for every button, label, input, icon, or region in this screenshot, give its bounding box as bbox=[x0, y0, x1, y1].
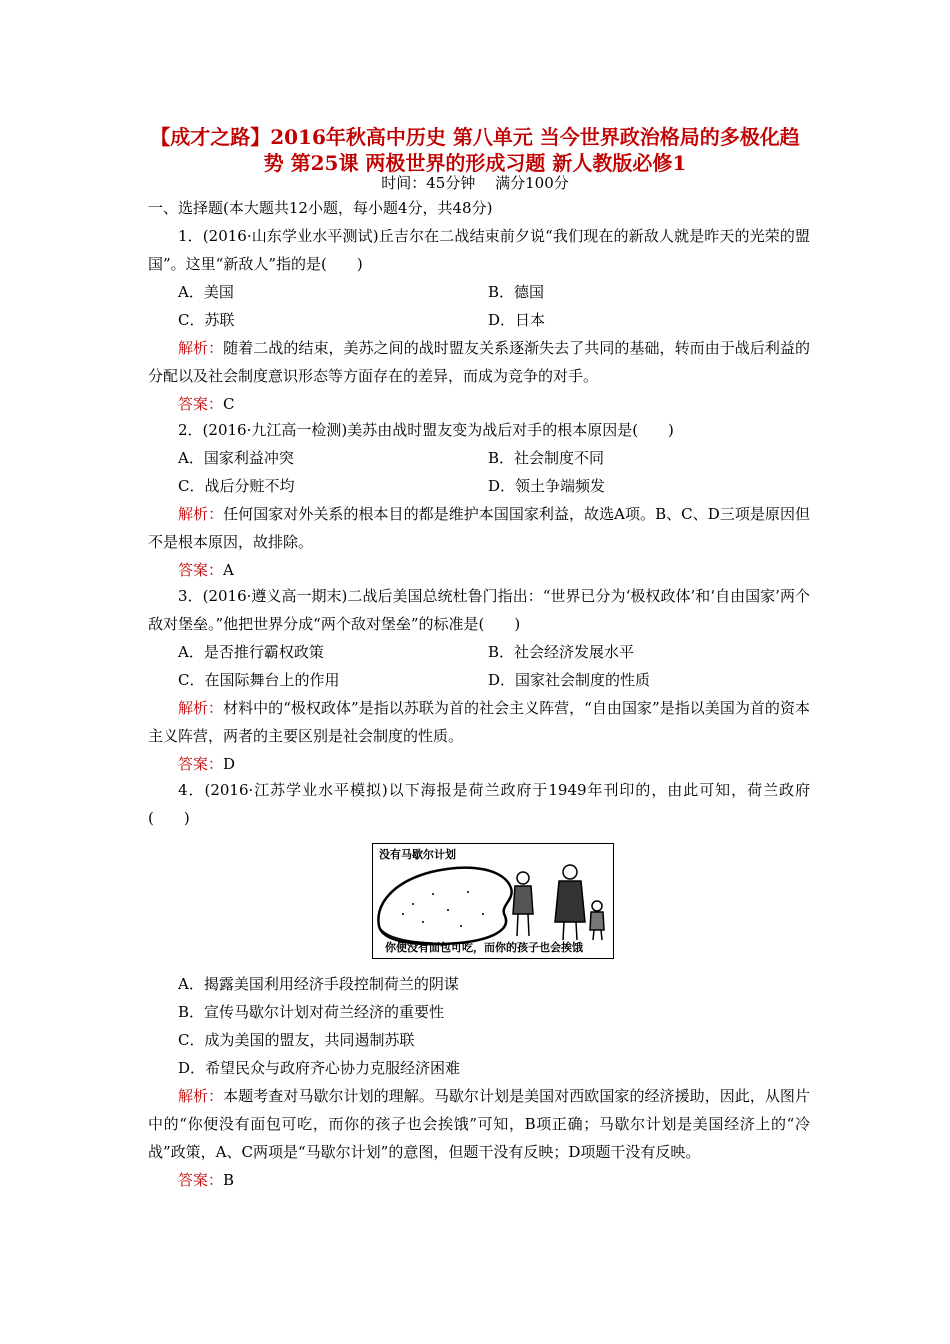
analysis-label: 解析： bbox=[178, 1087, 224, 1105]
option-a: A．国家利益冲突 bbox=[178, 449, 294, 467]
option-a: A．揭露美国利用经济手段控制荷兰的阴谋 bbox=[178, 975, 459, 993]
answer-line bbox=[148, 390, 810, 418]
question-3 bbox=[148, 582, 810, 778]
document-title: 【成才之路】2016年秋高中历史 第八单元 当今世界政治格局的多极化趋势 第25课 两极世界的形成习题 新人教版必修1 bbox=[150, 125, 800, 175]
answer-line bbox=[148, 1166, 810, 1194]
answer-label: 答案： bbox=[178, 1171, 224, 1189]
option-row bbox=[148, 666, 810, 694]
analysis-paragraph bbox=[148, 694, 810, 750]
option-b: B．社会经济发展水平 bbox=[488, 643, 635, 661]
analysis-paragraph bbox=[148, 334, 810, 390]
option-row bbox=[148, 472, 810, 500]
answer-label: 答案： bbox=[178, 755, 224, 773]
question-stem: 4．(2016·江苏学业水平模拟)以下海报是荷兰政府于1949年刊印的，由此可知，荷兰政府( ) bbox=[148, 781, 810, 827]
option-c: C．战后分赃不均 bbox=[178, 477, 295, 495]
answer-line bbox=[148, 750, 810, 778]
option-row bbox=[148, 306, 810, 334]
option-d: D．国家社会制度的性质 bbox=[488, 671, 651, 689]
option-a: A．美国 bbox=[178, 283, 234, 301]
analysis-paragraph bbox=[148, 1082, 810, 1166]
option-b: B．德国 bbox=[488, 283, 545, 301]
option-a: A．是否推行霸权政策 bbox=[178, 643, 324, 661]
option-b: B．社会制度不同 bbox=[488, 449, 605, 467]
analysis-text: 本题考查对马歇尔计划的理解。马歇尔计划是美国对西欧国家的经济援助，因此，从图片中的“你便没有面包可吃，而你的孩子也会挨饿”可知，B项正确；马歇尔计划是美国经济上的“冷战”政策，A、C两项是“马歇尔计划”的意图，但题干没有反映；D项题干没有反映。 bbox=[148, 1087, 810, 1161]
answer-value: A bbox=[223, 561, 234, 579]
option-c: C．苏联 bbox=[178, 311, 235, 329]
answer-value: C bbox=[223, 395, 235, 413]
question-4-body bbox=[148, 970, 810, 1194]
question-4-stem bbox=[148, 776, 810, 832]
analysis-text: 任何国家对外关系的根本目的都是维护本国国家利益，故选A项。B、C、D三项是原因但不是根本原因，故排除。 bbox=[148, 505, 810, 551]
answer-label: 答案： bbox=[178, 561, 224, 579]
answer-label: 答案： bbox=[178, 395, 224, 413]
option-d: D．希望民众与政府齐心协力克服经济困难 bbox=[178, 1059, 461, 1077]
analysis-text: 随着二战的结束，美苏之间的战时盟友关系逐渐失去了共同的基础，转而由于战后利益的分配以及社会制度意识形态等方面存在的差异，而成为竞争的对手。 bbox=[148, 339, 810, 385]
answer-value: B bbox=[223, 1171, 235, 1189]
question-stem: 3．(2016·遵义高一期末)二战后美国总统杜鲁门指出：“世界已分为‘极权政体’和‘自由国家’两个敌对堡垒。”他把世界分成“两个敌对堡垒”的标准是( ) bbox=[148, 587, 810, 633]
poster-caption-bottom: 你便没有面包可吃，而你的孩子也会挨饿 bbox=[385, 941, 583, 954]
option-row bbox=[148, 444, 810, 472]
question-1 bbox=[148, 222, 810, 418]
section-heading: 一、选择题(本大题共12小题，每小题4分，共48分) bbox=[148, 199, 493, 217]
analysis-label: 解析： bbox=[178, 699, 224, 717]
time-limit-line: 时间：45分钟 满分100分 bbox=[381, 174, 569, 192]
analysis-label: 解析： bbox=[178, 339, 224, 357]
option-c: C．成为美国的盟友，共同遏制苏联 bbox=[178, 1031, 415, 1049]
option-c: C．在国际舞台上的作用 bbox=[178, 671, 340, 689]
option-d: D．日本 bbox=[488, 311, 546, 329]
poster-caption-top: 没有马歇尔计划 bbox=[379, 848, 456, 861]
marshall-plan-poster bbox=[372, 843, 614, 959]
option-row bbox=[148, 638, 810, 666]
answer-value: D bbox=[223, 755, 236, 773]
option-b: B．宣传马歇尔计划对荷兰经济的重要性 bbox=[178, 1003, 445, 1021]
question-2 bbox=[148, 416, 810, 584]
analysis-label: 解析： bbox=[178, 505, 224, 523]
answer-line bbox=[148, 556, 810, 584]
option-row bbox=[148, 278, 810, 306]
question-stem: 1．(2016·山东学业水平测试)丘吉尔在二战结束前夕说“我们现在的新敌人就是昨天的光荣的盟国”。这里“新敌人”指的是( ) bbox=[148, 227, 810, 273]
analysis-paragraph bbox=[148, 500, 810, 556]
analysis-text: 材料中的“极权政体”是指以苏联为首的社会主义阵营，“自由国家”是指以美国为首的资本主义阵营，两者的主要区别是社会制度的性质。 bbox=[148, 699, 810, 745]
option-d: D．领土争端频发 bbox=[488, 477, 606, 495]
question-stem: 2．(2016·九江高一检测)美苏由战时盟友变为战后对手的根本原因是( ) bbox=[178, 421, 674, 439]
